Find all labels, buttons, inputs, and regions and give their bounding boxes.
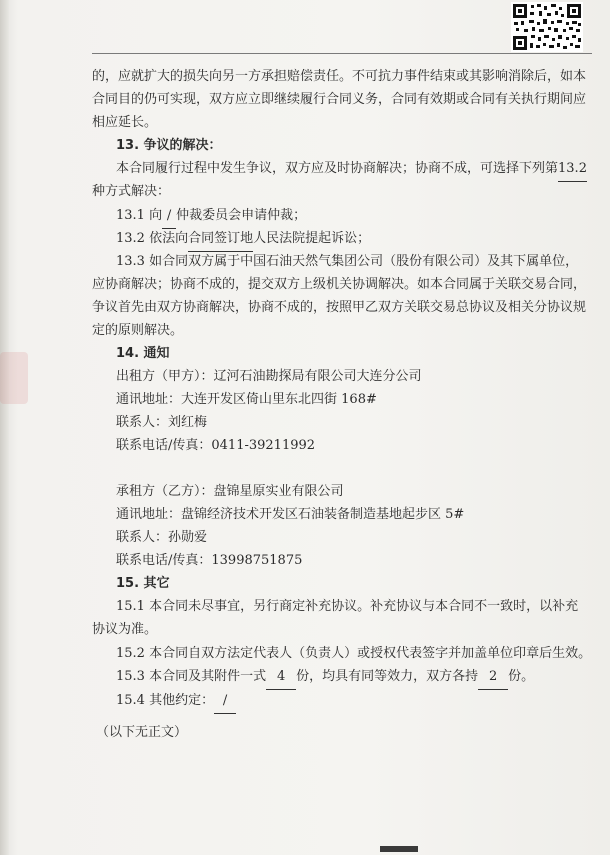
clause-15-4-label: 15.4 其他约定： bbox=[116, 693, 215, 708]
section-15-heading: 15. 其它 bbox=[116, 576, 170, 591]
lessor-phone-label: 联系电话/传真： bbox=[116, 438, 212, 453]
clause-13-2-label: 13.2 依法向 bbox=[116, 231, 189, 246]
clause-15-3-text-b: 份，均具有同等效力，双方各持 bbox=[296, 669, 479, 684]
court-blank: 合同签订地 bbox=[188, 228, 253, 252]
clause-13-3-cont: 定的原则解决。 bbox=[92, 323, 184, 338]
lessor-name: 辽河石油勘探局有限公司大连分公司 bbox=[213, 369, 422, 384]
clause-15-4 bbox=[116, 690, 236, 714]
clause-15-3 bbox=[116, 666, 534, 690]
clause-13-1-text: 仲裁委员会申请仲裁； bbox=[176, 208, 307, 223]
paragraph-line: 的，应就扩大的损失向另一方承担赔偿责任。不可抗力事件结束或其影响消除后，如本 bbox=[92, 69, 587, 84]
section-13-text-cont: 种方式解决： bbox=[92, 184, 171, 199]
copies-each-blank: 2 bbox=[478, 666, 508, 690]
paragraph-line: 相应延长。 bbox=[92, 115, 158, 130]
paragraph-line: 合同目的仍可实现，双方应立即继续履行合同义务，合同有效期或合同有关执行期间应 bbox=[92, 92, 587, 107]
lessor-contact-line bbox=[116, 412, 207, 435]
arbitration-blank: / bbox=[162, 205, 176, 229]
copies-total-blank: 4 bbox=[266, 666, 296, 690]
lessor-name-line bbox=[116, 366, 422, 389]
lessee-label: 承租方（乙方）： bbox=[116, 484, 214, 499]
clause-15-3-text-a: 15.3 本合同及其附件一式 bbox=[116, 669, 267, 684]
lessor-contact: 刘红梅 bbox=[168, 415, 208, 430]
lessor-address-label: 通讯地址： bbox=[116, 392, 182, 407]
clause-13-2-text: 人民法院提起诉讼； bbox=[253, 231, 371, 246]
lessee-contact: 孙勋爱 bbox=[168, 530, 208, 545]
section-13-text bbox=[116, 158, 587, 182]
clause-15-1-cont: 协议为准。 bbox=[92, 622, 158, 637]
lessor-address: 大连开发区倚山里东北四街 168# bbox=[181, 392, 377, 407]
page-edge-mark bbox=[380, 846, 418, 852]
lessee-name-line bbox=[116, 481, 344, 504]
clause-13-2 bbox=[116, 228, 370, 252]
clause-15-2: 15.2 本合同自双方法定代表人（负责人）或授权代表签字并加盖单位印章后生效。 bbox=[116, 646, 592, 661]
lessor-phone: 0411-39211992 bbox=[211, 438, 316, 453]
lessor-contact-label: 联系人： bbox=[116, 415, 169, 430]
lessor-phone-line bbox=[116, 435, 315, 458]
clause-13-1-label: 13.1 向 bbox=[116, 208, 163, 223]
clause-13-1 bbox=[116, 205, 306, 229]
lessee-contact-line bbox=[116, 527, 207, 550]
end-of-text-note: （以下无正文） bbox=[96, 725, 188, 740]
s13-choice-blank: 13.2 bbox=[558, 158, 587, 182]
lessee-phone-line bbox=[116, 550, 302, 573]
section-14-heading: 14. 通知 bbox=[116, 346, 170, 361]
lessee-phone-label: 联系电话/传真： bbox=[116, 553, 212, 568]
lessor-label: 出租方（甲方）： bbox=[116, 369, 214, 384]
section-13-heading: 13. 争议的解决： bbox=[116, 138, 222, 153]
lessee-contact-label: 联系人： bbox=[116, 530, 169, 545]
lessee-address-label: 通讯地址： bbox=[116, 507, 182, 522]
clause-15-1: 15.1 本合同未尽事宜，另行商定补充协议。补充协议与本合同不一致时，以补充 bbox=[116, 599, 579, 614]
clause-13-3-cont: 应协商解决；协商不成的，提交双方上级机关协调解决。如本合同属于关联交易合同， bbox=[92, 277, 587, 292]
lessee-address: 盘锦经济技术开发区石油装备制造基地起步区 5# bbox=[181, 507, 465, 522]
clause-13-3: 13.3 如合同双方属于中国石油天然气集团公司（股份有限公司）及其下属单位， bbox=[116, 254, 579, 269]
s13-text-a: 本合同履行过程中发生争议，双方应及时协商解决；协商不成，可选择下列第 bbox=[116, 161, 559, 176]
clause-15-3-text-c: 份。 bbox=[508, 669, 535, 684]
other-agreement-blank: / bbox=[214, 690, 236, 714]
lessee-address-line bbox=[116, 504, 464, 527]
clause-13-3-cont: 争议首先由双方协商解决，协商不成的，按照甲乙双方关联交易总协议及相关分协议规 bbox=[92, 300, 587, 315]
lessee-name: 盘锦星原实业有限公司 bbox=[213, 484, 344, 499]
lessor-address-line bbox=[116, 389, 377, 412]
lessee-phone: 13998751875 bbox=[211, 553, 303, 568]
